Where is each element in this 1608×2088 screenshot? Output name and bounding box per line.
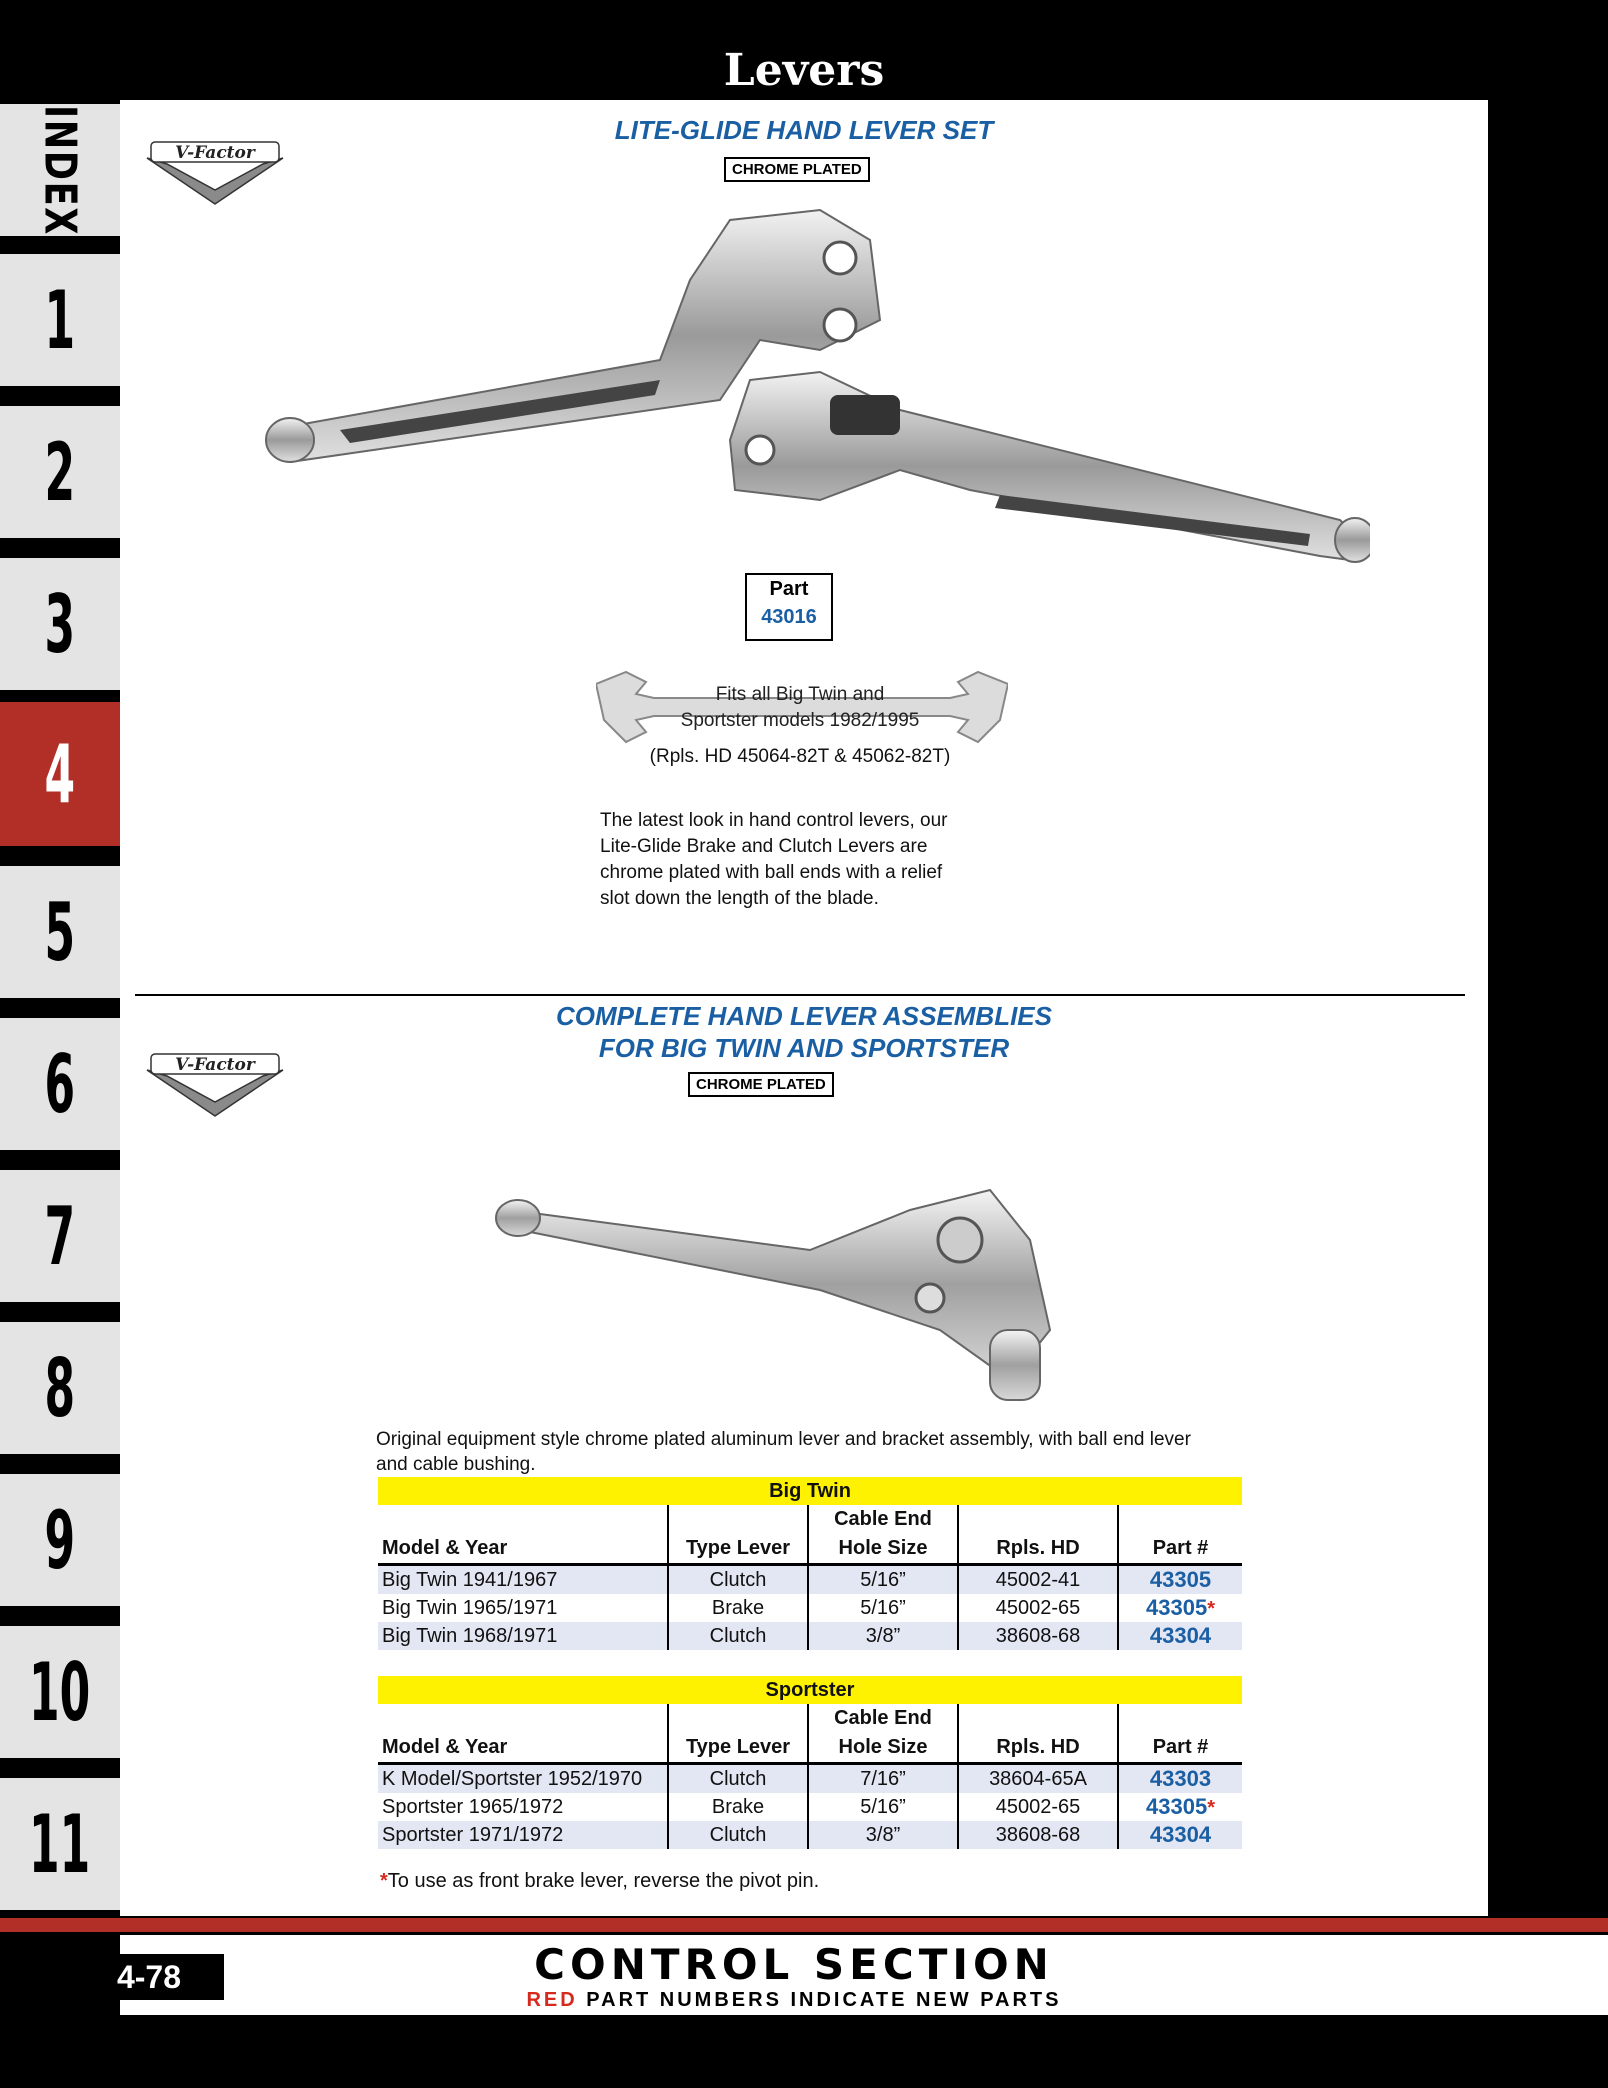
svg-text:V-Factor: V-Factor [175, 143, 255, 163]
table-row: K Model/Sportster 1952/1970 Clutch 7/16” 38604-65A 43303 [378, 1764, 1242, 1794]
tab-10[interactable]: 10 [0, 1622, 120, 1758]
part-number-link[interactable]: 43305 [1146, 1794, 1208, 1819]
tab-3[interactable]: 3 [0, 554, 120, 690]
part-number[interactable]: 43016 [761, 606, 817, 628]
section-divider [135, 994, 1465, 996]
section1-title: LITE-GLIDE HAND LEVER SET [614, 115, 994, 145]
lite-glide-lever-photo [260, 200, 1370, 580]
part-number-link[interactable]: 43305 [1146, 1595, 1208, 1620]
section1-description: The latest look in hand control levers, our Lite-Glide Brake and Clutch Levers are chrome plated with ball ends with a relief slot down the length of the blade. [600, 810, 948, 909]
tab-2[interactable]: 2 [0, 402, 120, 538]
tab-1[interactable]: 1 [0, 250, 120, 386]
part-number-link[interactable]: 43305 [1149, 1567, 1212, 1592]
table-row: Big Twin 1941/1967 Clutch 5/16” 45002-41 43305 [378, 1565, 1242, 1595]
tab-9[interactable]: 9 [0, 1470, 120, 1606]
tab-4[interactable]: 4 [0, 696, 120, 846]
new-parts-note: RED PART NUMBERS INDICATE NEW PARTS [526, 1989, 1062, 2011]
v-factor-logo [145, 138, 285, 208]
tab-5[interactable]: 5 [0, 862, 120, 998]
table-row: Sportster 1971/1972 Clutch 3/8” 38608-68 43304 [378, 1821, 1242, 1849]
table-row: Big Twin 1965/1971 Brake 5/16” 45002-65 43305* [378, 1594, 1242, 1622]
big-twin-table: Big Twin Cable End Model & Year Type Lever Hole Size Rpls. HD Part # Big Twin 1941/1967 Clutch 5/16” 45002-41 43305 Big Twin 1965/1971 Brake 5/16” 45002-65 43305* Big Twin 1968/1971 Clutch 3/8” 38608-68 43304 [378, 1477, 1242, 1650]
section-name: CONTROL SECTION [534, 1940, 1054, 1989]
footer-red-stripe [0, 1918, 1608, 1932]
svg-text:V-Factor: V-Factor [175, 1055, 255, 1075]
table-row: Sportster 1965/1972 Brake 5/16” 45002-65 43305* [378, 1793, 1242, 1821]
chrome-plated-badge: CHROME PLATED [724, 157, 870, 182]
tab-6[interactable]: 6 [0, 1014, 120, 1150]
tab-index[interactable]: INDEX [0, 100, 120, 236]
part-number-box [745, 573, 833, 641]
table-row: Big Twin 1968/1971 Clutch 3/8” 38608-68 43304 [378, 1622, 1242, 1650]
tab-8[interactable]: 8 [0, 1318, 120, 1454]
sportster-table: Sportster Cable End Model & Year Type Lever Hole Size Rpls. HD Part # K Model/Sportster 1952/1970 Clutch 7/16” 38604-65A 43303 Sportster 1965/1972 Brake 5/16” 45002-65 43305* Sportster 1971/1972 Clutch 3/8” 38608-68 43304 [378, 1676, 1242, 1849]
section2-description: Original equipment style chrome plated aluminum lever and bracket assembly, with ball end lever and cable bushing. [376, 1429, 1191, 1475]
part-number-link[interactable]: 43303 [1149, 1766, 1212, 1791]
big-twin-heading: Big Twin [378, 1477, 1242, 1505]
page-title: Levers [723, 45, 885, 96]
sportster-heading: Sportster [378, 1676, 1242, 1704]
part-number-link[interactable]: 43304 [1149, 1822, 1212, 1847]
section2-title: COMPLETE HAND LEVER ASSEMBLIES FOR BIG TWIN AND SPORTSTER [556, 1001, 1052, 1063]
fits-text: Fits all Big Twin and Sportster models 1982/1995 [680, 684, 920, 731]
hand-lever-assembly-photo [490, 1180, 1090, 1410]
footnote: *To use as front brake lever, reverse the pivot pin. [380, 1870, 820, 1892]
part-label: Part [769, 578, 809, 600]
tab-7[interactable]: 7 [0, 1166, 120, 1302]
chrome-plated-badge-2: CHROME PLATED [688, 1072, 834, 1097]
rpls-text: (Rpls. HD 45064-82T & 45062-82T) [649, 746, 951, 767]
page-number: 4-78 [74, 1954, 224, 2000]
tab-11[interactable]: 11 [0, 1774, 120, 1910]
part-number-link[interactable]: 43304 [1149, 1623, 1212, 1648]
